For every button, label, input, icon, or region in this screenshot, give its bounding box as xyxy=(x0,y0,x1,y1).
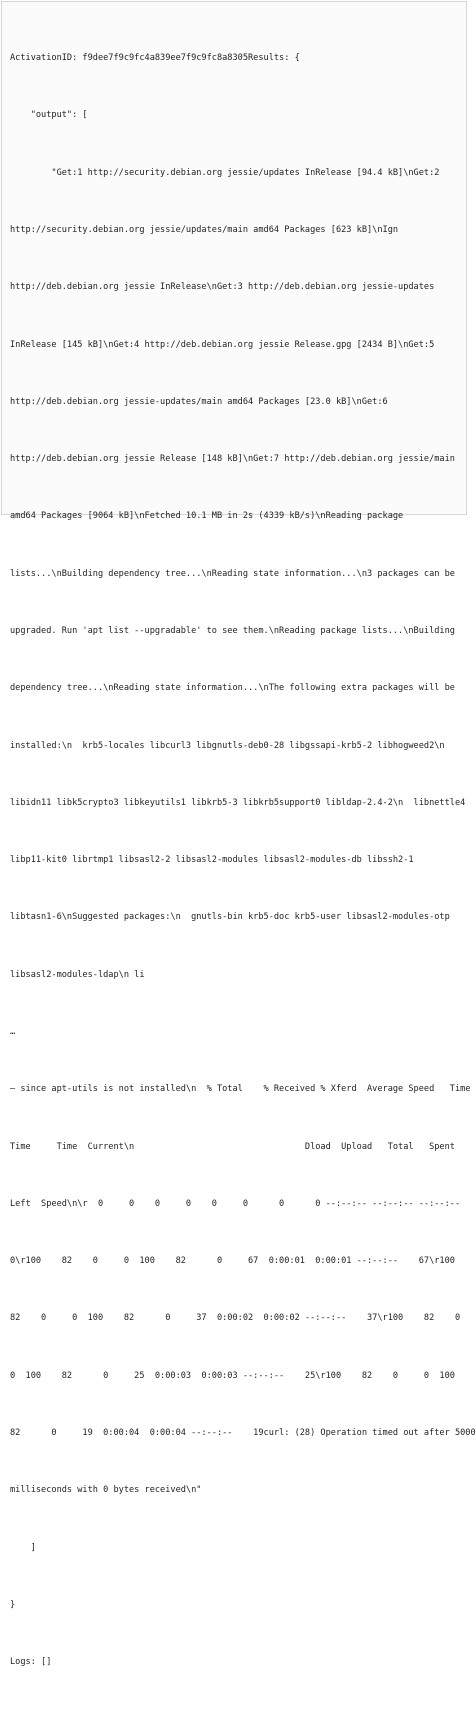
logs-line: Logs: [] xyxy=(10,1657,52,1668)
log-line: "Get:1 http://security.debian.org jessie/updates InRelease [94.4 kB]\nGet:2 xyxy=(10,167,440,178)
log-line: http://deb.debian.org jessie InRelease\nGet:3 http://deb.debian.org jessie-updates xyxy=(10,282,435,293)
log-line: lists...\nBuilding dependency tree...\nReading state information...\n3 packages can be xyxy=(10,568,455,579)
log-line: 0\r100 82 0 0 100 82 0 67 0:00:01 0:00:01 --:--:-- 67\r100 xyxy=(10,1256,455,1267)
log-line: InRelease [145 kB]\nGet:4 http://deb.debian.org jessie Release.gpg [2434 B]\nGet:5 xyxy=(10,339,435,350)
log-line: http://deb.debian.org jessie Release [148 kB]\nGet:7 http://deb.debian.org jessie/main xyxy=(10,454,455,465)
log-line: http://deb.debian.org jessie-updates/main amd64 Packages [23.0 kB]\nGet:6 xyxy=(10,396,388,407)
log-line: ] xyxy=(10,1542,36,1553)
log-line: Left Speed\n\r 0 0 0 0 0 0 0 0 --:--:-- --:--:-- --:--:-- xyxy=(10,1198,461,1209)
log-line: 0 100 82 0 25 0:00:03 0:00:03 --:--:-- 25\r100 82 0 0 100 xyxy=(10,1370,455,1381)
log-line: milliseconds with 0 bytes received\n" xyxy=(10,1485,202,1496)
log-line: libtasn1-6\nSuggested packages:\n gnutls-bin krb5-doc krb5-user libsasl2-modules-otp xyxy=(10,912,450,923)
log-line: dependency tree...\nReading state information...\nThe following extra packages will be xyxy=(10,683,455,694)
output-panel xyxy=(1,1,476,1668)
log-line: ActivationID: f9dee7f9c9fc4a839ee7f9c9fc8a8305Results: { xyxy=(10,53,300,64)
log-line: — since apt-utils is not installed\n % Total % Received % Xferd Average Speed Time xyxy=(10,1084,471,1095)
log-line: upgraded. Run 'apt list --upgradable' to see them.\nReading package lists...\nBuilding xyxy=(10,626,455,636)
log-line: http://security.debian.org jessie/updates/main amd64 Packages [623 kB]\nIgn xyxy=(10,225,399,236)
log-line: amd64 Packages [9064 kB]\nFetched 10.1 MB in 2s (4339 kB/s)\nReading package xyxy=(10,511,404,522)
log-line: installed:\n krb5-locales libcurl3 libgnutls-deb0-28 libgssapi-krb5-2 libhogweed2\n xyxy=(10,740,445,751)
log-output[interactable] xyxy=(2,2,476,1710)
log-line: Time Time Current\n Dload Upload Total Spent xyxy=(10,1141,455,1152)
log-line: 82 0 0 100 82 0 37 0:00:02 0:00:02 --:--:-- 37\r100 82 0 xyxy=(10,1313,461,1324)
log-line: libidn11 libk5crypto3 libkeyutils1 libkrb5-3 libkrb5support0 libldap-2.4-2\n libnettle4 xyxy=(10,797,466,808)
log-line: 82 0 19 0:00:04 0:00:04 --:--:-- 19curl: (28) Operation timed out after 5000 xyxy=(10,1427,476,1438)
log-line: libsasl2-modules-ldap\n li xyxy=(10,969,145,980)
log-line: "output": [ xyxy=(10,110,88,121)
log-line: } xyxy=(10,1599,16,1610)
log-line: libp11-kit0 librtmp1 libsasl2-2 libsasl2-modules libsasl2-modules-db libssh2-1 xyxy=(10,855,414,866)
ellipsis-line: … xyxy=(10,1026,16,1037)
